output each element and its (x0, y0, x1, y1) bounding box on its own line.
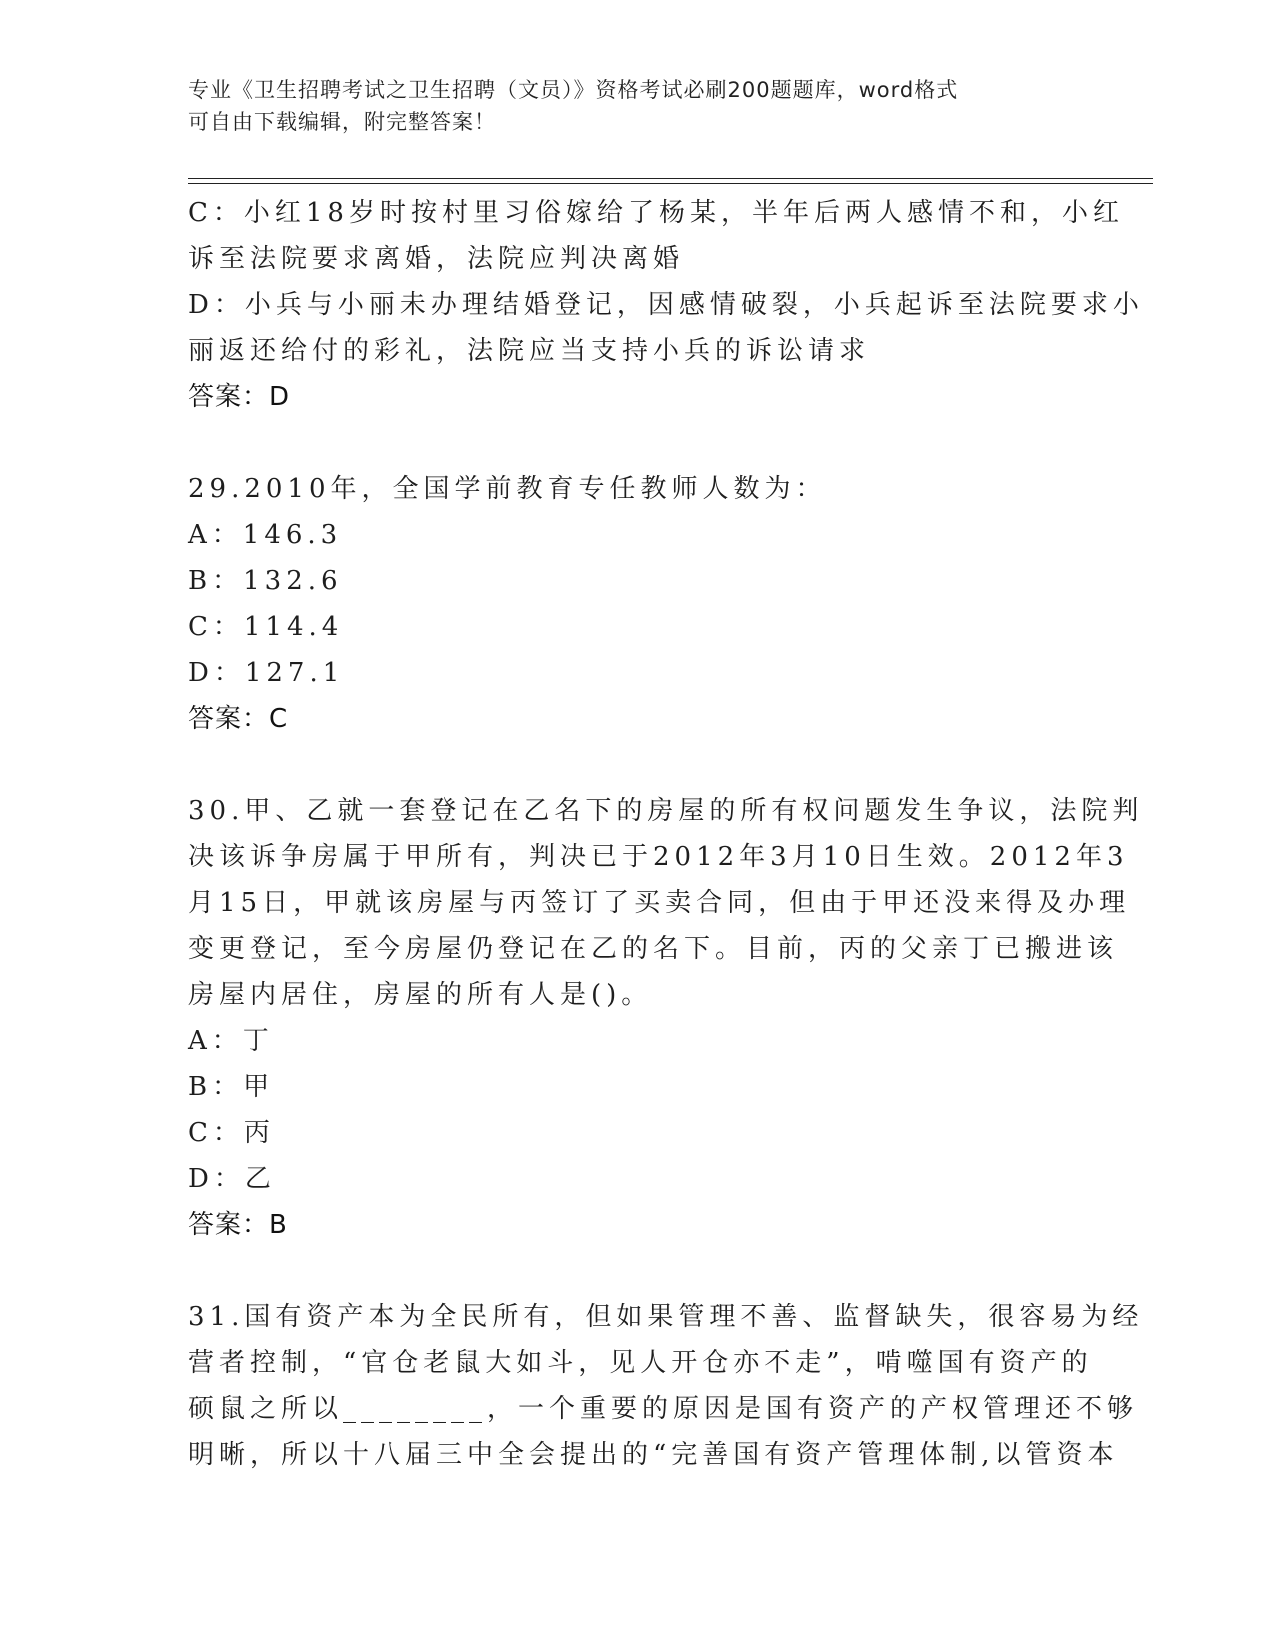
question-30-stem-line-4: 变更登记，至今房屋仍登记在乙的名下。目前，丙的父亲丁已搬进该 (188, 934, 1119, 964)
question-30 (188, 788, 1144, 1248)
question-31 (188, 1294, 1144, 1478)
question-30-option-a: A：丁 (188, 1026, 274, 1056)
question-31-stem-line-4: 明晰，所以十八届三中全会提出的“完善国有资产管理体制,以管资本 (188, 1440, 1119, 1470)
answer-28: 答案：D (188, 382, 291, 412)
question-30-option-d: D：乙 (188, 1164, 276, 1194)
question-30-stem-line-2: 决该诉争房属于甲所有，判决已于2012年3月10日生效。2012年3 (188, 842, 1129, 872)
question-31-stem-line-3: 硕鼠之所以________，一个重要的原因是国有资产的产权管理还不够 (188, 1394, 1139, 1424)
question-30-stem-line-5: 房屋内居住，房屋的所有人是()。 (188, 980, 653, 1010)
question-30-option-b: B：甲 (188, 1072, 275, 1102)
question-29 (188, 466, 1088, 742)
question-29-option-b: B：132.6 (188, 566, 343, 596)
answer-29: 答案：C (188, 704, 289, 734)
question-29-option-d: D：127.1 (188, 658, 345, 688)
option-c-line-2: 诉至法院要求离婚，法院应判决离婚 (188, 244, 685, 274)
question-30-option-c: C：丙 (188, 1118, 275, 1148)
question-31-stem-line-2: 营者控制，“官仓老鼠大如斗，见人开仓亦不走”，啃噬国有资产的 (188, 1348, 1093, 1378)
spacer (188, 1248, 1088, 1294)
question-28 (188, 190, 1144, 420)
document-header (188, 74, 1078, 138)
option-d-line-1: D：小兵与小丽未办理结婚登记，因感情破裂，小兵起诉至法院要求小 (188, 290, 1144, 320)
question-30-stem-line-1: 30.甲、乙就一套登记在乙名下的房屋的所有权问题发生争议，法院判 (188, 796, 1144, 826)
header-divider-bottom (188, 183, 1153, 184)
document-body (188, 190, 1144, 1478)
option-d-line-2: 丽返还给付的彩礼，法院应当支持小兵的诉讼请求 (188, 336, 871, 366)
question-29-option-c: C：114.4 (188, 612, 344, 642)
spacer (188, 420, 1088, 466)
answer-30: 答案：B (188, 1210, 288, 1240)
question-29-stem: 29.2010年，全国学前教育专任教师人数为： (188, 474, 827, 504)
option-c-line-1: C：小红18岁时按村里习俗嫁给了杨某，半年后两人感情不和，小红 (188, 198, 1124, 228)
question-29-option-a: A：146.3 (188, 520, 343, 550)
spacer (188, 742, 1088, 788)
header-divider-top (188, 178, 1153, 179)
header-title-line-2: 可自由下载编辑，附完整答案！ (188, 110, 496, 134)
header-title-line-1: 专业《卫生招聘考试之卫生招聘（文员）》资格考试必刷200题题库，word格式 (188, 78, 959, 102)
question-30-stem-line-3: 月15日，甲就该房屋与丙签订了买卖合同，但由于甲还没来得及办理 (188, 888, 1131, 918)
question-31-stem-line-1: 31.国有资产本为全民所有，但如果管理不善、监督缺失，很容易为经 (188, 1302, 1144, 1332)
